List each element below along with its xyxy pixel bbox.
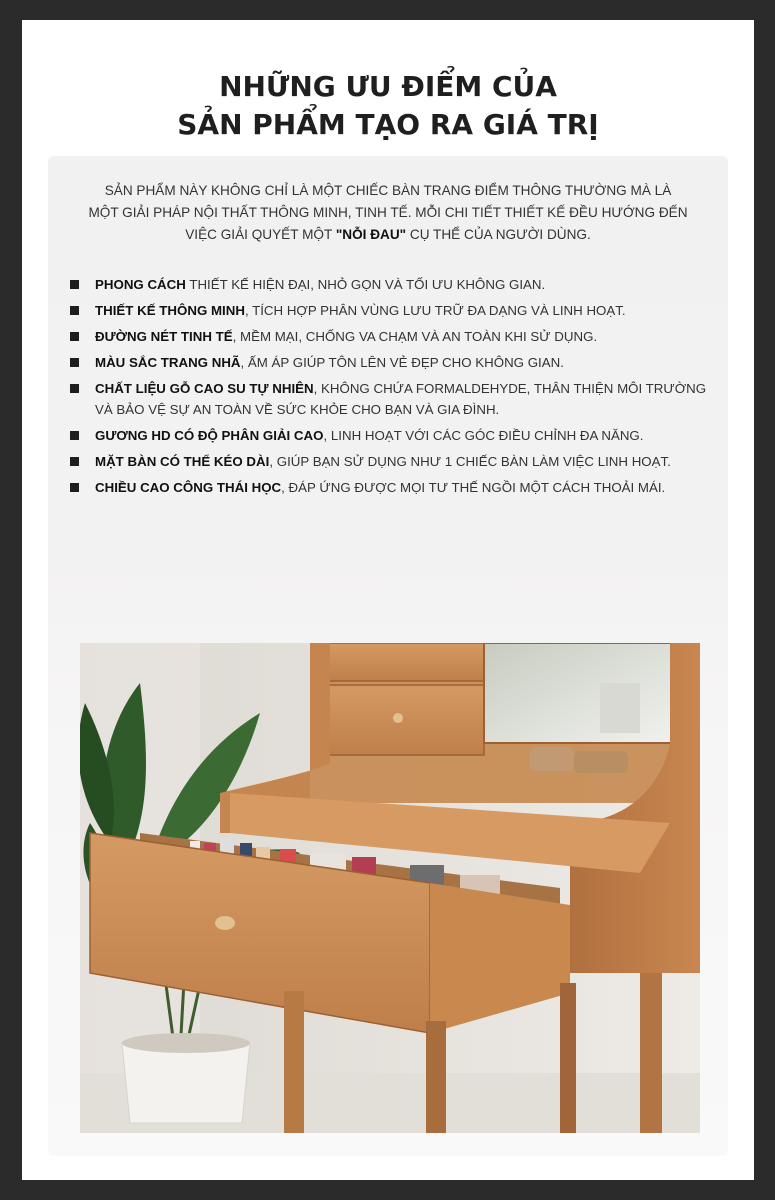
square-bullet-icon	[70, 384, 79, 393]
feature-item	[68, 326, 718, 347]
feature-keyword: ĐƯỜNG NÉT TINH TẾ	[95, 329, 233, 344]
plant-pot-icon	[122, 1043, 250, 1123]
square-bullet-icon	[70, 280, 79, 289]
feature-item	[68, 451, 718, 472]
feature-item	[68, 477, 718, 498]
square-bullet-icon	[70, 431, 79, 440]
feature-description: THIẾT KẾ HIỆN ĐẠI, NHỎ GỌN VÀ TỐI ƯU KHÔNG GIAN.	[185, 277, 546, 292]
intro-text-before: SẢN PHẨM NÀY KHÔNG CHỈ LÀ MỘT CHIẾC BÀN TRANG ĐIỂM THÔNG THƯỜNG MÀ LÀ MỘT GIẢI PHÁP NỘI THẤT THÔNG MINH, TINH TẾ. MỖI CHI TIẾT THIẾT KẾ ĐỀU HƯỚNG ĐẾN VIỆC GIẢI QUYẾT MỘT	[88, 183, 688, 242]
intro-paragraph	[88, 180, 688, 246]
feature-item	[68, 352, 718, 373]
feature-description: , ĐÁP ỨNG ĐƯỢC MỌI TƯ THẾ NGỒI MỘT CÁCH THOẢI MÁI.	[281, 480, 666, 495]
feature-keyword: MẶT BÀN CÓ THỂ KÉO DÀI	[95, 454, 270, 469]
square-bullet-icon	[70, 483, 79, 492]
page-title	[22, 68, 754, 144]
feature-item	[68, 274, 718, 295]
drawer-knob-icon	[393, 713, 403, 723]
intro-text-after: CỤ THỂ CỦA NGƯỜI DÙNG.	[406, 227, 591, 242]
feature-item	[68, 378, 718, 420]
feature-keyword: PHONG CÁCH	[95, 277, 186, 292]
feature-description: , ẤM ÁP GIÚP TÔN LÊN VẺ ĐẸP CHO KHÔNG GIAN.	[240, 355, 564, 370]
feature-keyword: THIẾT KẾ THÔNG MINH	[95, 303, 245, 318]
vanity-desk-illustration	[80, 643, 700, 1133]
feature-item	[68, 300, 718, 321]
feature-description: , MỀM MẠI, CHỐNG VA CHẠM VÀ AN TOÀN KHI SỬ DỤNG.	[232, 329, 598, 344]
drawer-knob-icon	[215, 916, 235, 930]
title-line-2: SẢN PHẨM TẠO RA GIÁ TRỊ	[177, 108, 599, 141]
mirror-icon	[484, 643, 674, 743]
feature-item	[68, 425, 718, 446]
square-bullet-icon	[70, 306, 79, 315]
feature-description: , TÍCH HỢP PHÂN VÙNG LƯU TRỮ ĐA DẠNG VÀ LINH HOẠT.	[244, 303, 626, 318]
intro-highlight: "NỖI ĐAU"	[335, 227, 407, 242]
title-line-1: NHỮNG ƯU ĐIỂM CỦA	[219, 70, 557, 103]
feature-description: , LINH HOẠT VỚI CÁC GÓC ĐIỀU CHỈNH ĐA NĂNG.	[323, 428, 644, 443]
product-page	[22, 20, 754, 1180]
feature-description: , GIÚP BẠN SỬ DỤNG NHƯ 1 CHIẾC BÀN LÀM VIỆC LINH HOẠT.	[269, 454, 671, 469]
feature-keyword: CHIỀU CAO CÔNG THÁI HỌC	[95, 480, 282, 495]
feature-keyword: CHẤT LIỆU GỖ CAO SU TỰ NHIÊN	[95, 381, 314, 396]
square-bullet-icon	[70, 457, 79, 466]
square-bullet-icon	[70, 332, 79, 341]
feature-description: , KHÔNG CHỨA FORMALDEHYDE, THÂN THIỆN MÔI TRƯỜNG VÀ BẢO VỆ SỰ AN TOÀN VỀ SỨC KHỎE CHO BẠN VÀ GIA ĐÌNH.	[95, 381, 707, 417]
feature-keyword: GƯƠNG HD CÓ ĐỘ PHÂN GIẢI CAO	[95, 428, 324, 443]
feature-list	[68, 274, 718, 503]
square-bullet-icon	[70, 358, 79, 367]
feature-keyword: MÀU SẮC TRANG NHÃ	[95, 355, 241, 370]
vanity-desk-photo	[80, 643, 700, 1133]
